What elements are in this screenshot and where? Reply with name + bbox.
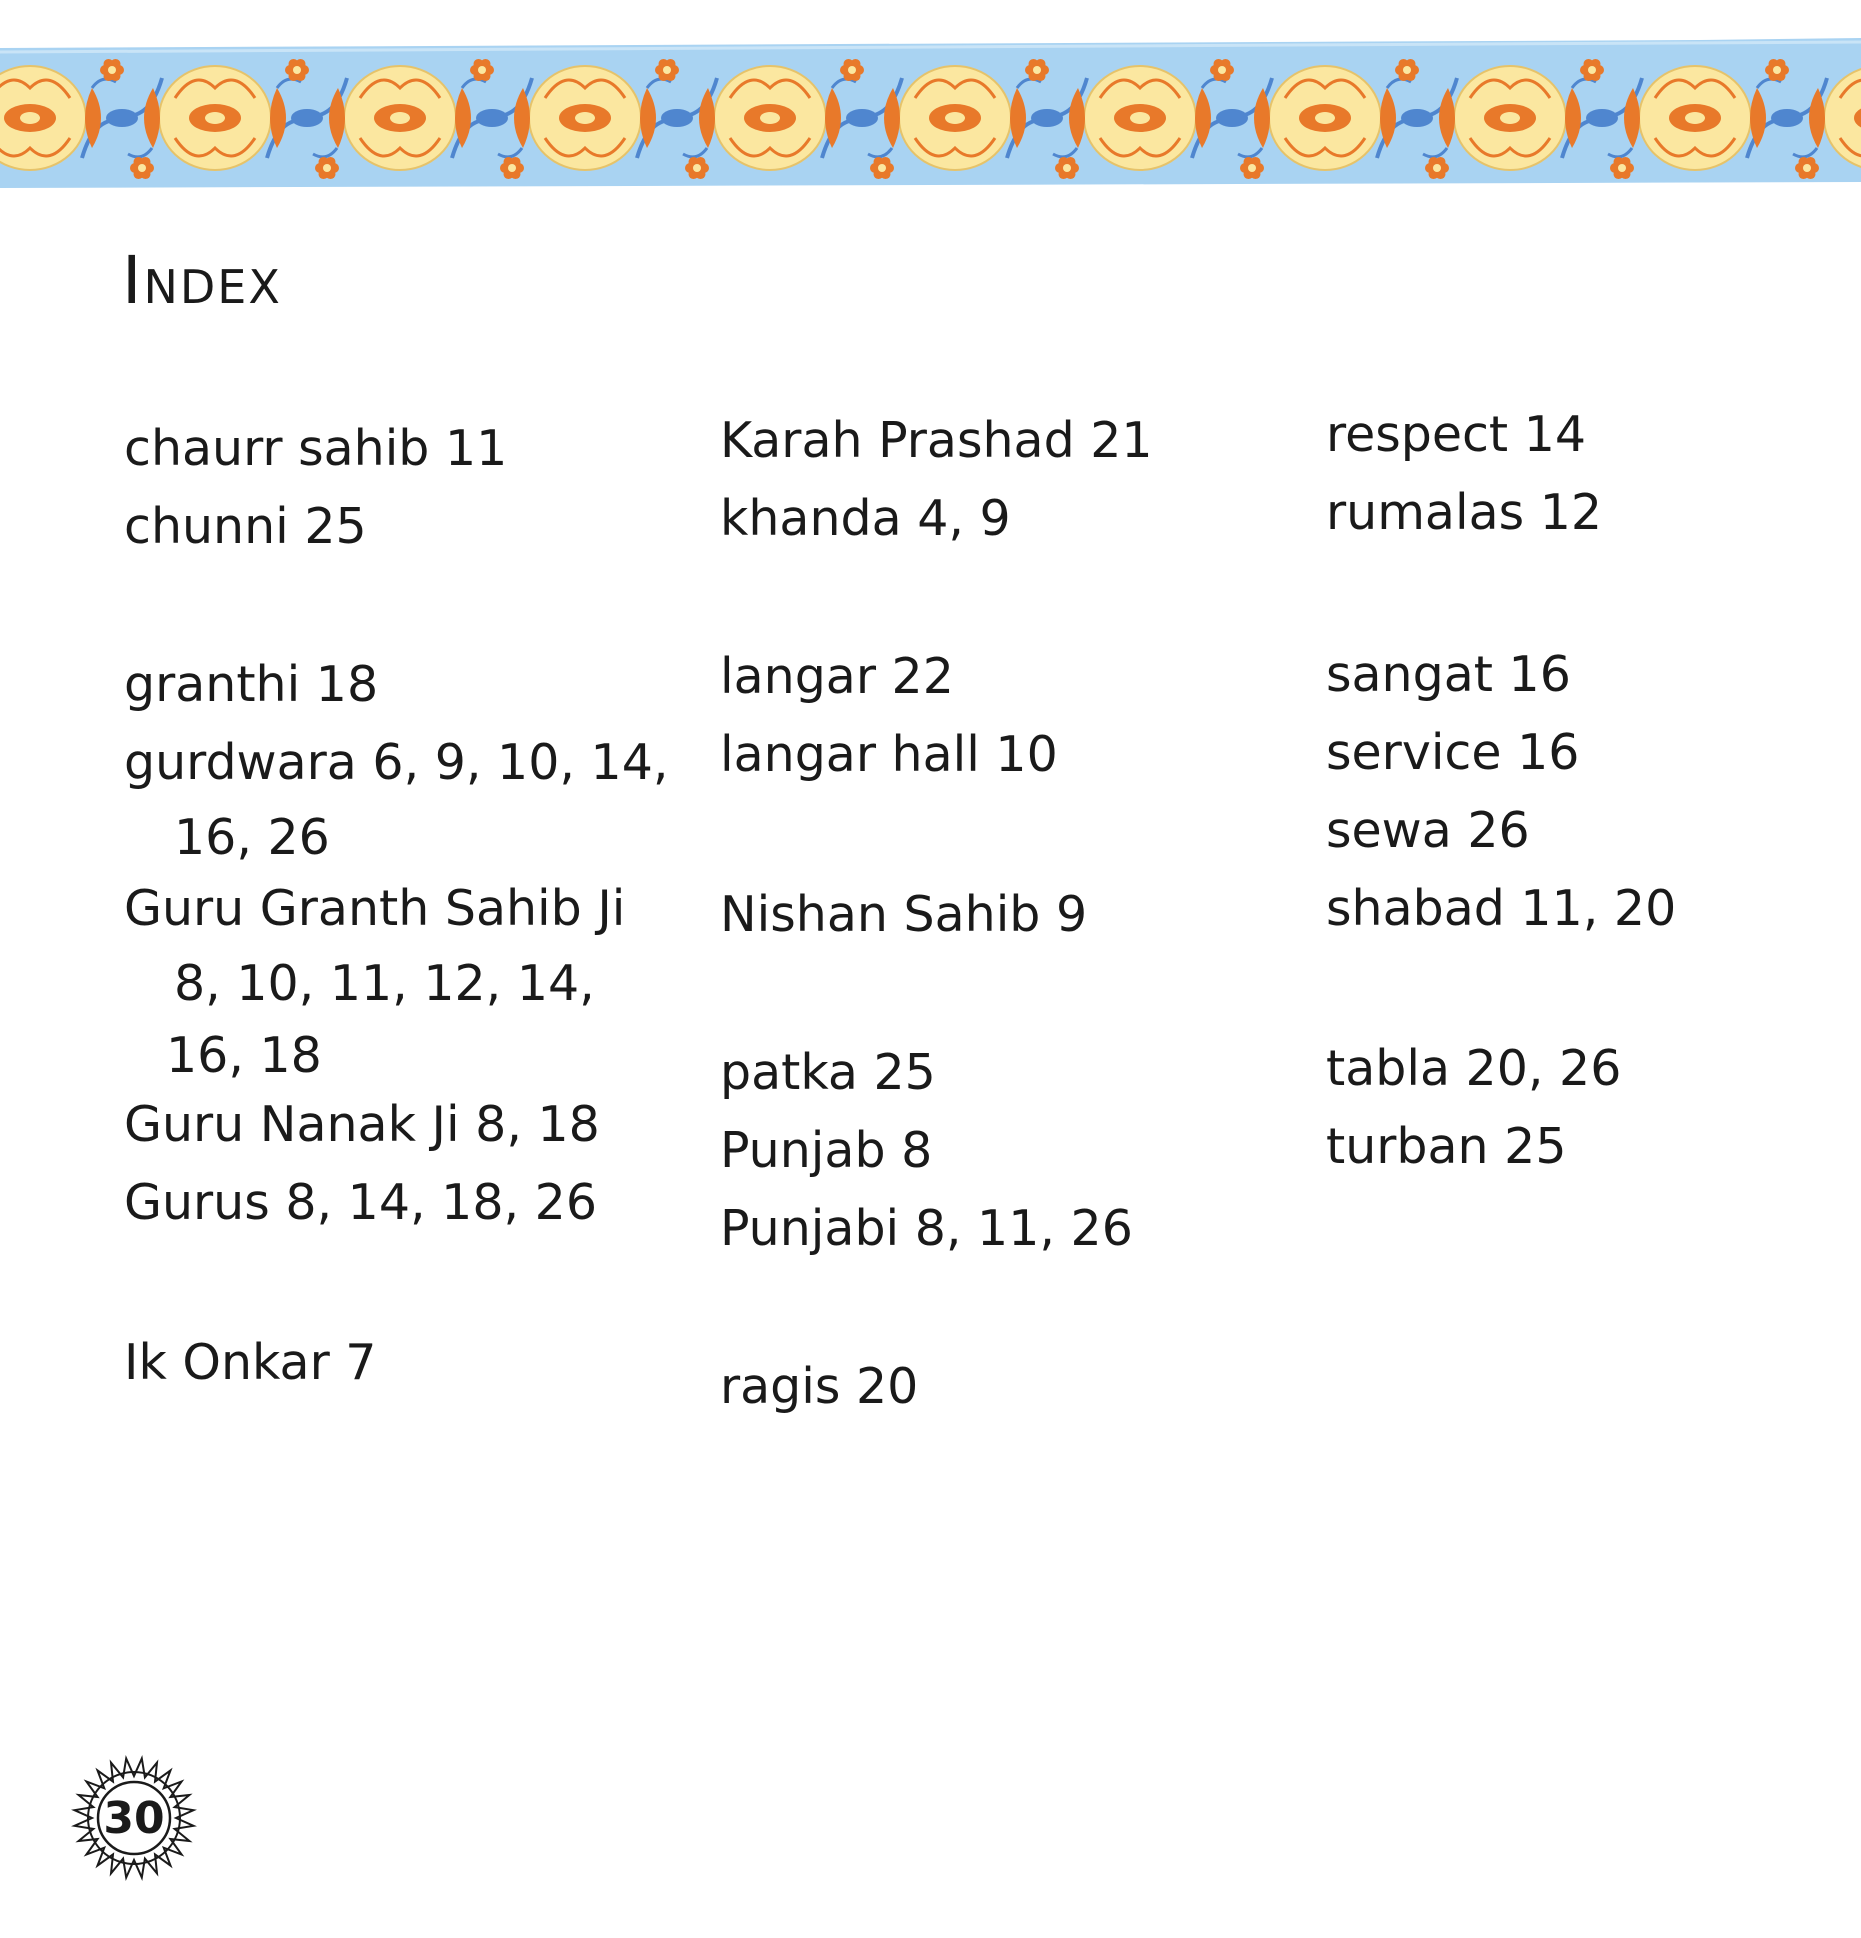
index-term: Punjabi 8, 11, 26 [720, 1200, 1133, 1257]
index-term: Ik Onkar 7 [124, 1334, 377, 1391]
index-entry [720, 716, 1058, 794]
index-entry [124, 1164, 597, 1242]
index-entry [1326, 1030, 1621, 1108]
index-term: tabla 20, 26 [1326, 1040, 1622, 1097]
index-entry [1326, 474, 1602, 552]
index-term: Gurus 8, 14, 18, 26 [124, 1174, 598, 1231]
index-term-continued: 16, 26 [174, 809, 330, 866]
index-term: service 16 [1326, 724, 1580, 781]
page-title: Index [122, 242, 282, 319]
index-term: turban 25 [1326, 1118, 1567, 1175]
index-term: Nishan Sahib 9 [720, 886, 1088, 943]
index-entry [124, 870, 625, 1092]
index-term: granthi 18 [124, 656, 379, 713]
index-entry [124, 488, 367, 566]
index-entry [1326, 636, 1571, 714]
floral-pattern-icon [0, 22, 1861, 190]
index-entry [720, 402, 1153, 480]
index-term: gurdwara 6, 9, 10, 14, [124, 734, 669, 791]
index-term-continued: 16, 18 [166, 1027, 322, 1084]
index-entry [1326, 1108, 1567, 1186]
index-term-continued: 8, 10, 11, 12, 14, [174, 955, 595, 1012]
index-term: chaurr sahib 11 [124, 420, 508, 477]
index-entry [720, 1190, 1133, 1268]
index-entry [1326, 870, 1676, 948]
index-term: khanda 4, 9 [720, 490, 1011, 547]
index-term: shabad 11, 20 [1326, 880, 1677, 937]
index-entry [720, 1112, 932, 1190]
index-entry [1326, 396, 1586, 474]
index-entry [720, 638, 954, 716]
index-term: Guru Granth Sahib Ji [124, 880, 626, 937]
index-entry [124, 646, 378, 724]
index-term: sangat 16 [1326, 646, 1571, 703]
index-entry [124, 1324, 376, 1402]
index-term: respect 14 [1326, 406, 1587, 463]
index-term: rumalas 12 [1326, 484, 1603, 541]
index-entry [124, 1086, 600, 1164]
index-entry [720, 876, 1087, 954]
index-term: Karah Prashad 21 [720, 412, 1153, 469]
index-term: langar hall 10 [720, 726, 1058, 783]
index-entry [720, 1034, 936, 1112]
index-entry [1326, 714, 1579, 792]
index-entry [124, 724, 668, 874]
index-entry [720, 1348, 918, 1426]
index-entry [1326, 792, 1530, 870]
index-term: ragis 20 [720, 1358, 919, 1415]
index-term: patka 25 [720, 1044, 936, 1101]
index-term: langar 22 [720, 648, 954, 705]
floral-border-banner [0, 22, 1861, 190]
index-term: chunni 25 [124, 498, 367, 555]
index-term: Punjab 8 [720, 1122, 933, 1179]
page-number: 30 [103, 1792, 165, 1844]
index-term: Guru Nanak Ji 8, 18 [124, 1096, 600, 1153]
index-entry [720, 480, 1011, 558]
index-entry [124, 410, 507, 488]
index-term: sewa 26 [1326, 802, 1530, 859]
